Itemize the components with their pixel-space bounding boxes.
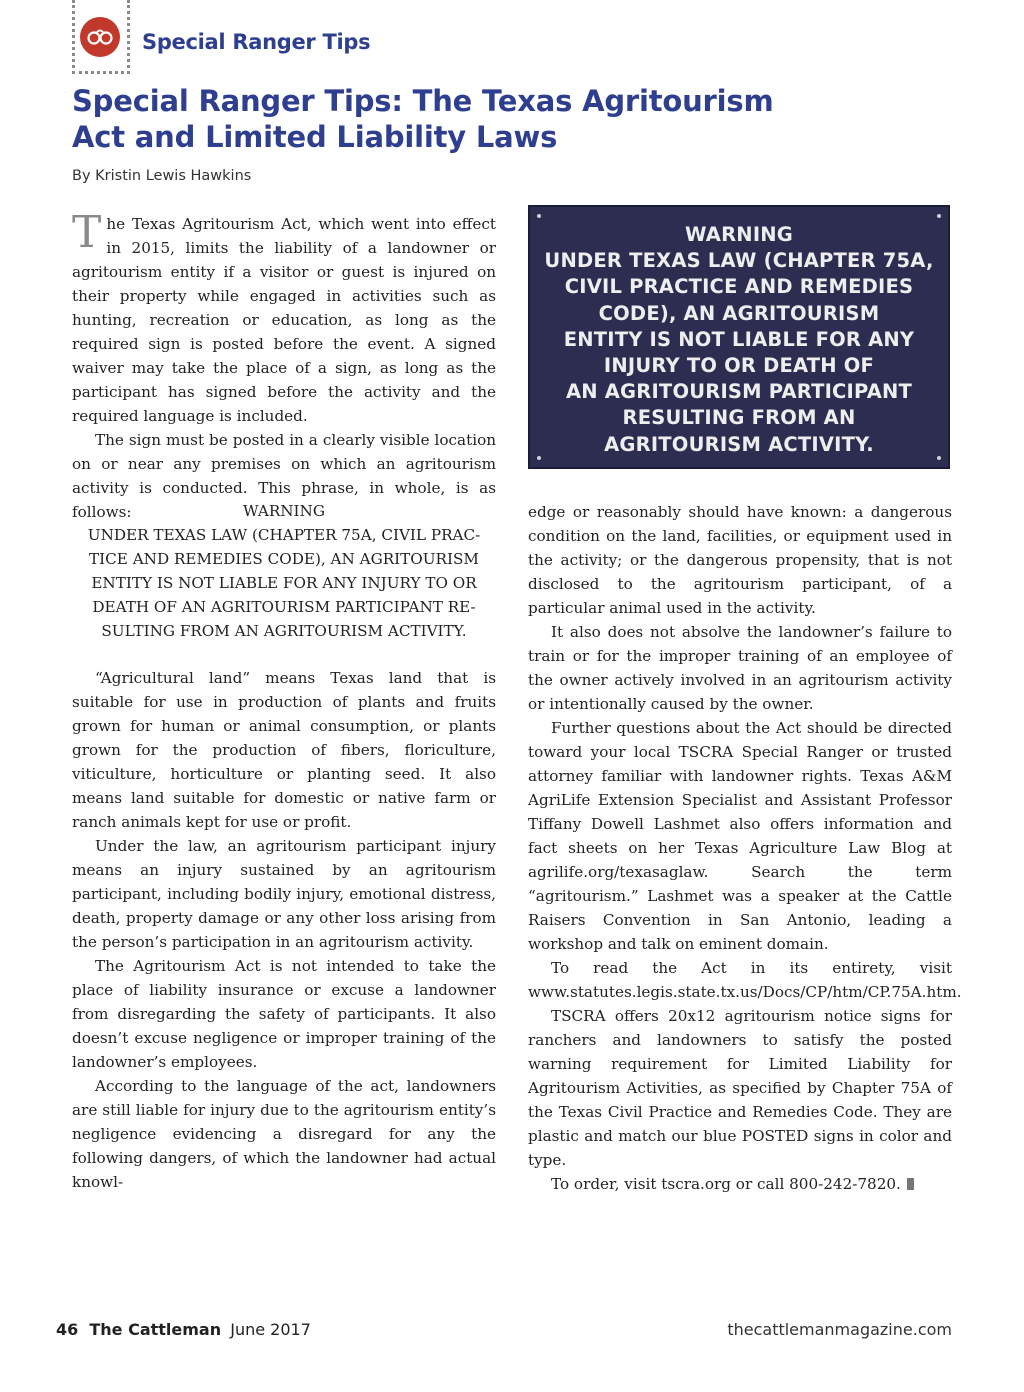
paragraph-training: It also does not absolve the landowner’s failure to train or for the improper training of an employee of the owner actively involved in an agritourism activity or intentionally caused by the owner. xyxy=(528,623,952,713)
sign-screw xyxy=(937,214,941,218)
article-title-line1: Special Ranger Tips: The Texas Agritourism xyxy=(72,84,774,118)
sign-line: INJURY TO OR DEATH OF xyxy=(603,354,875,378)
sign-line: CODE), AN AGRITOURISM xyxy=(598,301,880,325)
sign-screw xyxy=(537,214,541,218)
intro-text: he Texas Agritourism Act, which went into effect in 2015, limits the liability of a landowner or agritourism entity if a visitor or guest is injured on their property while engaged in activities such as hunting, recreation or education, as long as the required sign is posted before the event. A signed waiver may take the place of a sign, as long as the participant has signed before the activity and the required language is included. xyxy=(72,215,496,425)
footer-website: thecattlemanmagazine.com xyxy=(727,1320,952,1339)
paragraph-agricultural-land: “Agricultural land” means Texas land that is suitable for use in production of plants and fruits grown for human or animal consumption, or plants grown for the production of fibers, floriculture, viticulture, horticulture or planting seed. It also means land suitable for domestic or native farm or ranch animals kept for use or profit. xyxy=(72,669,496,831)
article-title xyxy=(72,83,792,155)
sign-line: ENTITY IS NOT LIABLE FOR ANY xyxy=(563,327,915,351)
right-column xyxy=(528,500,962,1196)
warning-sign-photo xyxy=(528,205,950,469)
paragraph-sign-location: The sign must be posted in a clearly visible location on or near any premises on which an agritourism activity is conducted. This phrase, in whole, is as follows: xyxy=(72,431,496,521)
paragraph-order xyxy=(528,1172,952,1196)
warning-line: SULTING FROM AN AGRITOURISM ACTIVITY. xyxy=(101,622,467,640)
end-mark xyxy=(907,1178,914,1190)
paragraph-liability-insurance: The Agritourism Act is not intended to take the place of liability insurance or excuse a landowner from disregarding the safety of participants. It also doesn’t excuse negligence or improper training of the landowner’s employees. xyxy=(72,957,496,1071)
paragraph-further-questions: Further questions about the Act should be directed toward your local TSCRA Special Ranger or trusted attorney familiar with landowner rights. Texas A&M AgriLife Extension Specialist and Assistant Professor Tiffany Dowell Lashmet also offers information and fact sheets on her Texas Agriculture Law Blog at agrilife.org/texasaglaw. Search the term “agritourism.” Lashmet was a speaker at the Cattle Raisers Convention in San Antonio, leading a workshop and talk on eminent domain. xyxy=(528,719,952,953)
section-badge xyxy=(80,17,120,57)
sign-line: WARNING xyxy=(684,223,794,246)
order-text: To order, visit tscra.org or call 800-242-7820. xyxy=(551,1175,901,1193)
paragraph-participant-injury: Under the law, an agritourism participant injury means an injury sustained by an agritourism participant, including bodily injury, emotional distress, death, property damage or any other loss arising from the person’s participation in an agritourism activity. xyxy=(72,837,496,951)
paragraph-continued: edge or reasonably should have known: a dangerous condition on the land, facilities, or equipment used in the activity; or the dangerous propensity, that is not disclosed to the agritourism participant, of a particular animal used in the activity. xyxy=(528,503,952,617)
warning-line: UNDER TEXAS LAW (CHAPTER 75A, CIVIL PRAC- xyxy=(87,526,481,544)
sign-line: RESULTING FROM AN xyxy=(622,406,856,430)
section-header xyxy=(72,0,472,78)
article-title-line2: Act and Limited Liability Laws xyxy=(72,120,558,154)
magazine-name: The Cattleman xyxy=(89,1320,222,1339)
sign-line: UNDER TEXAS LAW (CHAPTER 75A, xyxy=(544,249,934,273)
sign-line: AGRITOURISM ACTIVITY. xyxy=(604,432,874,456)
drop-cap: T xyxy=(72,207,102,258)
paragraph-tscra-signs: TSCRA offers 20x12 agritourism notice signs for ranchers and landowners to satisfy the posted warning requirement for Limited Liability for Agritourism Activities, as specified by Chapter 75A of the Texas Civil Practice and Remedies Code. They are plastic and match our blue POSTED signs in color and type. xyxy=(528,1007,952,1169)
intro-paragraph xyxy=(72,207,496,428)
section-title: Special Ranger Tips xyxy=(142,30,371,54)
issue-date: June 2017 xyxy=(230,1320,311,1339)
paragraph-landowner-liable: According to the language of the act, landowners are still liable for injury due to the agritourism entity’s negligence evidencing a disregard for any the following dangers, of which the landowner had actual knowl- xyxy=(72,1077,496,1191)
sign-line: AN AGRITOURISM PARTICIPANT xyxy=(565,380,913,404)
paragraph-read-act: To read the Act in its entirety, visit www.statutes.legis.state.tx.us/Docs/CP/htm/CP.75A.htm. xyxy=(528,959,962,1001)
footer-left xyxy=(56,1320,311,1339)
left-column-top xyxy=(72,207,496,524)
left-column-bottom xyxy=(72,666,496,1194)
handcuffs-icon xyxy=(86,28,114,46)
warning-block xyxy=(72,499,496,643)
warning-line: DEATH OF AN AGRITOURISM PARTICIPANT RE- xyxy=(92,598,476,616)
byline: By Kristin Lewis Hawkins xyxy=(72,168,252,184)
page-number: 46 xyxy=(56,1320,79,1339)
sign-line: CIVIL PRACTICE AND REMEDIES xyxy=(564,275,914,299)
warning-line: TICE AND REMEDIES CODE), AN AGRITOURISM xyxy=(89,550,479,568)
sign-text xyxy=(528,222,950,458)
warning-line: ENTITY IS NOT LIABLE FOR ANY INJURY TO OR xyxy=(91,574,477,592)
warning-line: WARNING xyxy=(243,502,325,520)
